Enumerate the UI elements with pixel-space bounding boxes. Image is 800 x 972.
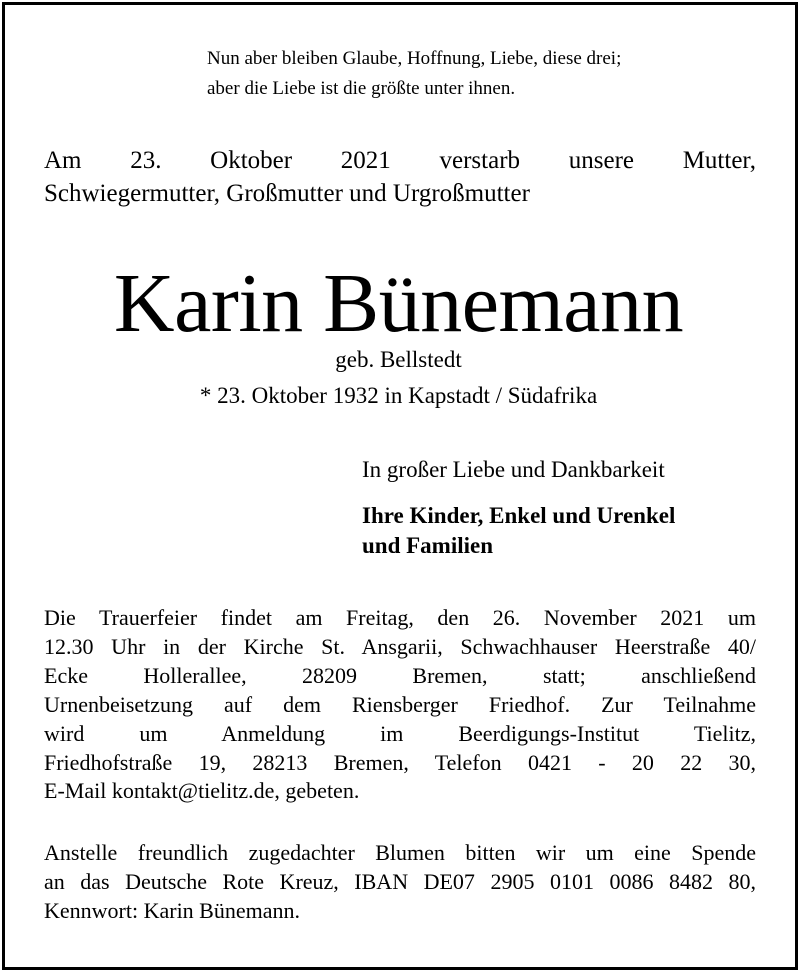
funeral-line: wird um Anmeldung im Beerdigungs-Institut Tielitz, bbox=[44, 720, 756, 746]
announcement-line: Schwiegermutter, Großmutter und Urgroßmutter bbox=[44, 180, 530, 207]
funeral-line: Ecke Hollerallee, 28209 Bremen, statt; anschließend bbox=[44, 662, 756, 688]
birth-name: geb. Bellstedt bbox=[335, 347, 462, 372]
birth-date-place: * 23. Oktober 1932 in Kapstadt / Südafrika bbox=[199, 383, 598, 408]
mourners-line: Ihre Kinder, Enkel und Urenkel bbox=[362, 503, 676, 528]
funeral-line: Die Trauerfeier findet am Freitag, den 26. November 2021 um bbox=[44, 605, 756, 630]
funeral-line: Urnenbeisetzung auf dem Riensberger Friedhof. Zur Teilnahme bbox=[44, 691, 756, 717]
dedication-line: In großer Liebe und Dankbarkeit bbox=[362, 457, 665, 482]
funeral-line: Friedhofstraße 19, 28213 Bremen, Telefon 0421 - 20 22 30, bbox=[44, 749, 756, 775]
verse-line: aber die Liebe ist die größte unter ihnen. bbox=[207, 78, 516, 99]
bible-verse bbox=[207, 44, 621, 104]
donation-line: Anstelle freundlich zugedachter Blumen bitten wir um eine Spende bbox=[44, 840, 756, 865]
verse-line: Nun aber bleiben Glaube, Hoffnung, Liebe, diese drei; bbox=[207, 48, 622, 69]
funeral-details bbox=[44, 604, 756, 806]
mourners-line: und Familien bbox=[362, 533, 494, 558]
death-announcement bbox=[44, 144, 756, 210]
mourners-signature bbox=[362, 501, 675, 561]
announcement-line: Am 23. Oktober 2021 verstarb unsere Mutter, bbox=[44, 147, 756, 174]
donation-line: an das Deutsche Rote Kreuz, IBAN DE07 2905 0101 0086 8482 80, bbox=[44, 869, 756, 894]
deceased-name: Karin Bünemann bbox=[113, 257, 684, 350]
funeral-line: E-Mail kontakt@tielitz.de, gebeten. bbox=[44, 778, 360, 804]
funeral-line: 12.30 Uhr in der Kirche St. Ansgarii, Schwachhauser Heerstraße 40/ bbox=[44, 633, 756, 659]
donation-request bbox=[44, 838, 756, 925]
donation-line: Kennwort: Karin Bünemann. bbox=[44, 898, 300, 923]
